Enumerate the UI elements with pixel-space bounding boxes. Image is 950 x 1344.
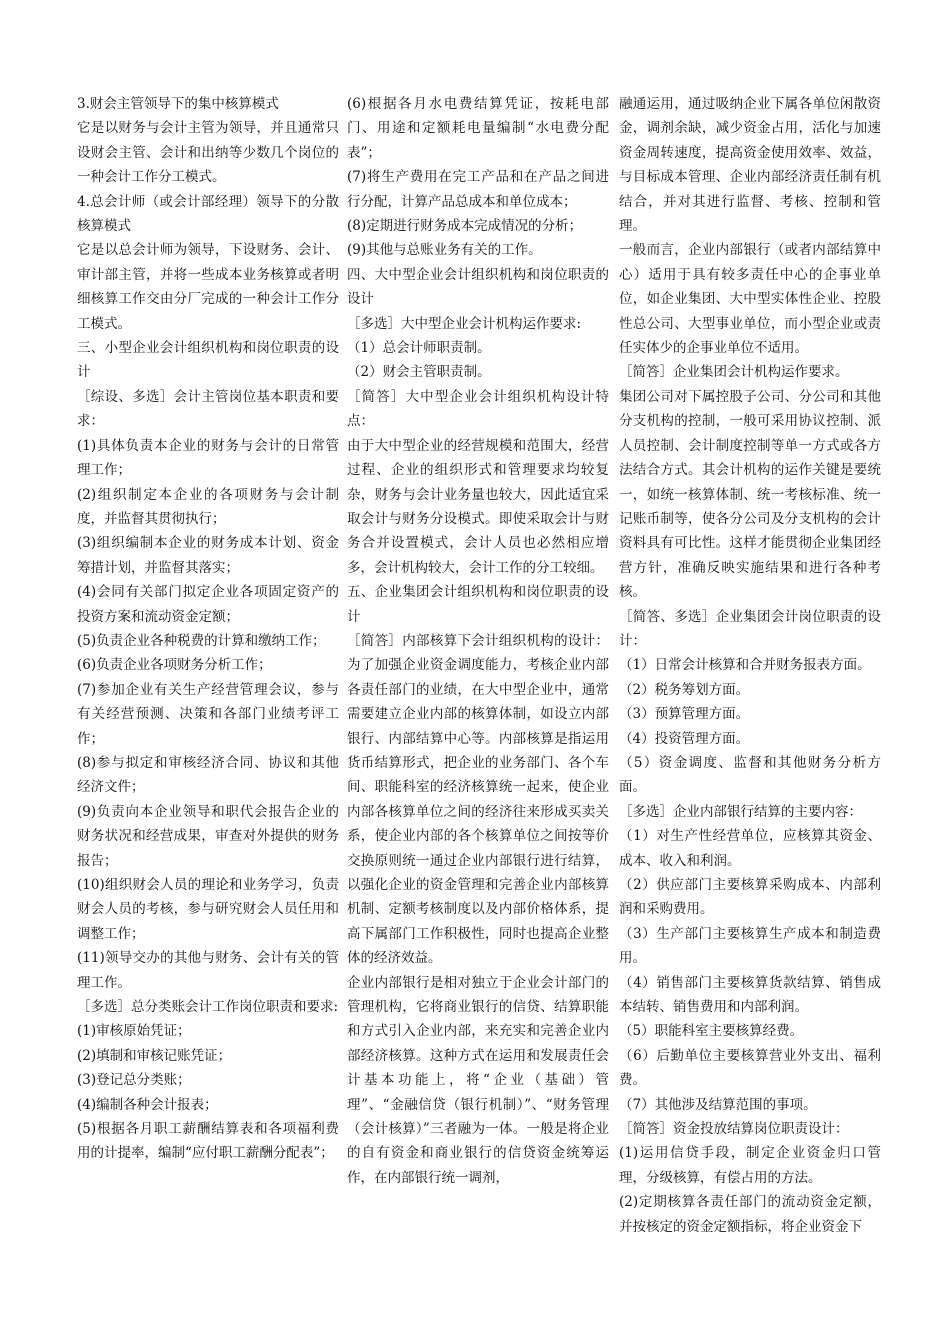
paragraph: （2）供应部门主要核算采购成本、内部利润和采购费用。 [619,877,881,918]
paragraph: ［简答、多选］企业集团会计岗位职责的设计： [619,608,881,649]
paragraph: 企业内部银行是相对独立于企业会计部门的管理机构，它将商业银行的信贷、结算职能和方式引入企业内部，来充实和完善企业内部经济核算。这种方式在运用和发展责任会计基本功能上，将“企业（基础）管理”、“金融信贷（银行机制）”、“财务管理（会计核算）”三者融为一体。一般是将企业的自有资金和商业银行的信贷资金统筹运作，在内部银行统一调剂， [347,974,609,1186]
paragraph: (9)其他与总账业务有关的工作。 [347,242,542,259]
paragraph: （2）税务筹划方面。 [619,681,750,698]
paragraph: ［多选］企业内部银行结算的主要内容： [619,803,862,820]
paragraph: ［综设、多选］会计主管岗位基本职责和要求： [77,388,339,430]
paragraph: （3）生产部门主要核算生产成本和制造费用。 [619,925,881,967]
paragraph: 五、企业集团会计组织机构和岗位职责的设计 [347,584,609,625]
paragraph: (4)编制各种会计报表； [77,1096,218,1113]
paragraph: (10)组织财会人员的理论和业务学习，负责财会人员的考核，参与研究财会人员任用和调整工作； [77,877,339,942]
paragraph: (6)负责企业各项财务分析工作； [77,657,272,674]
paragraph: 集团公司对下属控股子公司、分公司和其他分支机构的控制，一般可采用协议控制、派人员控制、会计制度控制等单一方式或各方法结合方式。其会计机构的运作关键是要统一，如统一核算体制、统一考核标准、统一记账币制等，使各分公司及分支机构的会计资料具有可比性。这样才能贯彻企业集团经营方针，准确反映实施结果和进行各种考核。 [619,388,881,601]
paragraph: ［简答］资金投放结算岗位职责设计： [619,1121,849,1138]
paragraph: (3)登记总分类账； [77,1072,191,1089]
paragraph: (3)组织编制本企业的财务成本计划、资金筹措计划，并监督其落实； [77,535,339,576]
paragraph: （1）对生产性经营单位，应核算其资金、成本、收入和利润。 [619,828,881,869]
paragraph: (11)领导交办的其他与财务、会计有关的管理工作。 [77,950,339,991]
paragraph: (1)具体负责本企业的财务与会计的日常管理工作； [77,437,339,479]
paragraph: （5）资金调度、监督和其他财务分析方面。 [619,754,881,796]
paragraph: (5)负责企业各种税费的计算和缴纳工作； [77,632,326,649]
paragraph: （4）销售部门主要核算货款结算、销售成本结转、销售费用和内部利润。 [619,974,881,1016]
paragraph: 它是以总会计师为领导，下设财务、会计、审计部主管，并将一些成本业务核算或者明细核算工作交由分厂完成的一种会计工作分工模式。 [77,242,339,332]
paragraph: (2)定期核算各责任部门的流动资金定额，并按核定的资金定额指标，将企业资金下 [619,1194,881,1235]
paragraph: 一般而言，企业内部银行（或者内部结算中心）适用于具有较多责任中心的企事业单位，如企业集团、大中型实体性企业、控股性总公司、大型事业单位，而小型企业或责任实体少的企事业单位不适用。 [619,242,881,357]
text-column-left [77,92,339,1166]
paragraph: （1）总会计师职责制。 [347,340,491,357]
text-column-right [619,92,881,1239]
paragraph: ［多选］总分类账会计工作岗位职责和要求: [77,999,339,1016]
paragraph: 3.财会主管领导下的集中核算模式 [77,96,279,112]
paragraph: (8)参与拟定和审核经济合同、协议和其他经济文件； [77,754,339,796]
paragraph: （6）后勤单位主要核算营业外支出、福利费。 [619,1047,881,1089]
paragraph: (9)负责向本企业领导和职代会报告企业的财务状况和经营成果，审查对外提供的财务报告； [77,803,339,869]
paragraph: (6)根据各月水电费结算凭证，按耗电部门、用途和定额耗电量编制“水电费分配表”； [347,96,609,161]
paragraph: (7)参加企业有关生产经营管理会议，参与有关经营预测、决策和各部门业绩考评工作； [77,681,339,747]
paragraph: ［简答］内部核算下会计组织机构的设计：为了加强企业资金调度能力，考核企业内部各责任部门的业绩，在大中型企业中，通常需要建立企业内部的核算体制，如设立内部银行、内部结算中心等。内部核算是指运用货币结算形式，把企业的业务部门、各个车间、职能科室的经济核算统一起来，使企业内部各核算单位之间的经济往来形成买卖关系，使企业内部的各个核算单位之间按等价交换原则统一通过企业内部银行进行结算，以强化企业的资金管理和完善企业内部核算机制、定额考核制度以及内部价格体系，提高下属部门工作积极性，同时也提高企业整体的经济效益。 [347,632,609,967]
paragraph: (1)运用信贷手段，制定企业资金归口管理，分级核算，有偿占用的方法。 [619,1145,881,1186]
paragraph: （3）预算管理方面。 [619,706,750,723]
paragraph: （7）其他涉及结算范围的事项。 [619,1096,817,1113]
paragraph: (5)根据各月职工薪酬结算表和各项福利费用的计提率，编制“应付职工薪酬分配表”； [77,1121,339,1162]
paragraph: ［多选］大中型企业会计机构运作要求: [347,315,582,332]
paragraph: （5）职能科室主要核算经费。 [619,1023,804,1040]
paragraph: (4)会同有关部门拟定企业各项固定资产的投资方案和流动资金定额； [77,584,339,625]
paragraph: 四、大中型企业会计组织机构和岗位职责的设计 [347,266,609,308]
paragraph: (7)将生产费用在完工产品和在产品之间进行分配，计算产品总成本和单位成本； [347,169,609,210]
paragraph: 它是以财务与会计主管为领导，并且通常只设财会主管、会计和出纳等少数几个岗位的一种会计工作分工模式。 [77,120,339,186]
text-column-middle [347,92,609,1190]
paragraph: ［简答］大中型企业会计组织机构设计特点： [347,388,609,430]
paragraph: (1)审核原始凭证； [77,1023,191,1040]
paragraph: 由于大中型企业的经营规模和范围大，经营过程、企业的组织形式和管理要求均较复杂，财务与会计业务量也较大，因此适宜采取会计与财务分设模式。即使采取会计与财务合并设置模式，会计人员也必然相应增多，会计机构较大，会计工作的分工较细。 [347,437,609,576]
paragraph: 融通运用，通过吸纳企业下属各单位闲散资金，调剂余缺，减少资金占用，活化与加速资金周转速度，提高资金使用效率、效益，与目标成本管理、企业内部经济责任制有机结合，并对其进行监督、考核、控制和管理。 [619,96,881,235]
paragraph: 4.总会计师（或会计部经理）领导下的分散核算模式 [77,193,339,235]
paragraph: （4）投资管理方面。 [619,730,750,747]
paragraph: 三、小型企业会计组织机构和岗位职责的设计 [77,340,339,381]
paragraph: (8)定期进行财务成本完成情况的分析； [347,218,583,235]
paragraph: ［简答］企业集团会计机构运作要求。 [619,364,849,381]
paragraph: （2）财会主管职责制。 [347,364,491,381]
paragraph: (2)组织制定本企业的各项财务与会计制度，并监督其贯彻执行； [77,486,339,527]
paragraph: （1）日常会计核算和合并财务报表方面。 [619,657,871,674]
paragraph: (2)填制和审核记账凭证； [77,1047,232,1064]
